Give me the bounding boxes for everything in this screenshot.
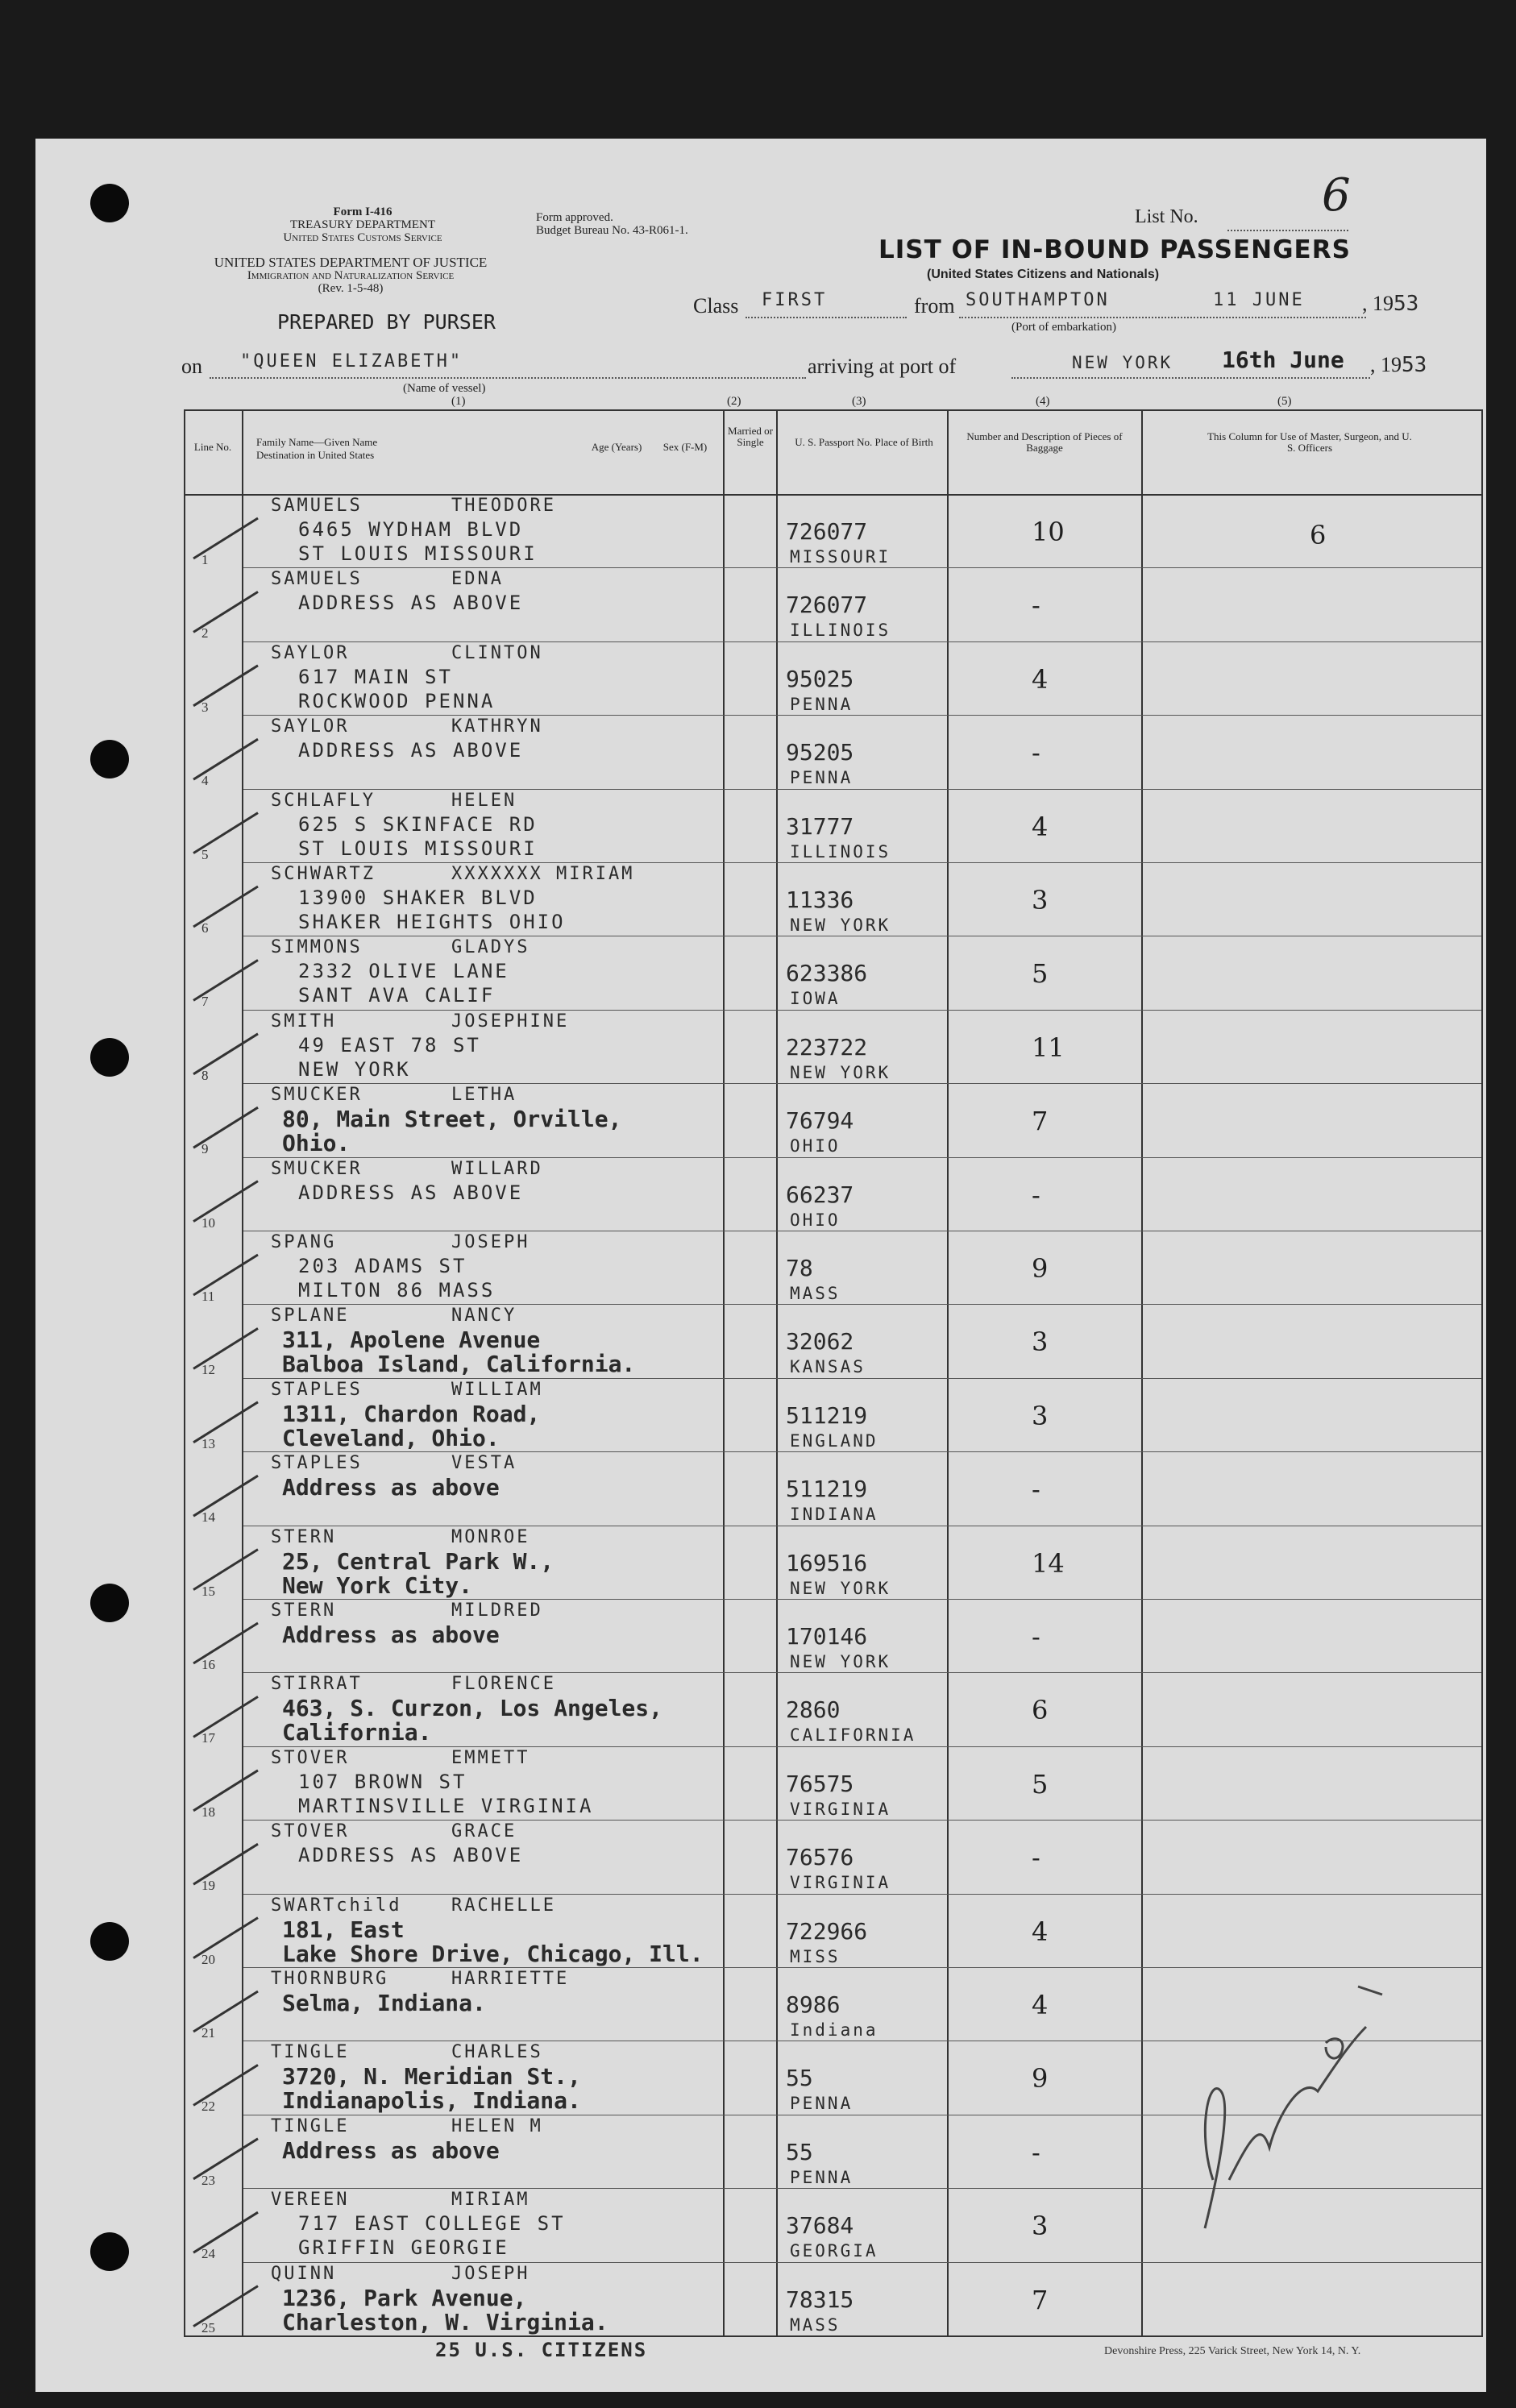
passport-number: 726077 [786, 592, 868, 619]
list-no-value: 6 [1322, 169, 1351, 222]
row-divider [243, 789, 1481, 790]
line-number: 2 [201, 625, 209, 641]
baggage-count: 5 [1032, 958, 1049, 990]
baggage-count: 7 [1032, 2284, 1049, 2315]
row-divider [243, 1010, 1481, 1011]
passport-number: 55 [786, 2138, 813, 2165]
place-of-birth: KANSAS [790, 1357, 866, 1377]
family-name: STERN [271, 1600, 337, 1621]
col-num-4: (4) [1036, 395, 1050, 408]
approval-block [536, 211, 688, 237]
inspector-signature [1165, 1938, 1406, 2244]
row-divider [243, 567, 1481, 568]
header-married: Married or Single [728, 425, 773, 448]
prepared-by: PREPARED BY PURSER [277, 310, 496, 334]
given-name: GLADYS [451, 937, 530, 958]
family-name: SCHLAFLY [271, 790, 376, 811]
row-divider [243, 1157, 1481, 1158]
destination-line-1: 2332 OLIVE LANE [298, 960, 509, 983]
destination-line-1: 617 MAIN ST [298, 665, 453, 688]
line-number: 1 [201, 552, 209, 567]
destination-line-1: 203 ADAMS ST [298, 1255, 467, 1277]
line-number: 13 [201, 1435, 215, 1451]
passport-number: 55 [786, 2065, 813, 2092]
baggage-count: - [1032, 2136, 1040, 2168]
baggage-count: - [1032, 590, 1040, 621]
immigration-service: Immigration and Naturalization Service [247, 269, 455, 282]
passport-number: 76794 [786, 1107, 854, 1135]
line-number: 10 [201, 1214, 215, 1231]
line-number: 11 [201, 1289, 215, 1304]
punch-hole [90, 1584, 129, 1622]
passport-number: 223722 [786, 1033, 868, 1061]
given-name: XXXXXXX MIRIAM [451, 864, 635, 884]
year-from-value: 53 [1393, 292, 1419, 316]
baggage-count: 3 [1032, 885, 1049, 915]
place-of-birth: NEW YORK [790, 1062, 891, 1082]
baggage-count: - [1032, 1842, 1040, 1874]
col-num-5: (5) [1277, 395, 1292, 408]
passport-number: 78315 [786, 2286, 854, 2313]
destination-line-2: ROCKWOOD PENNA [298, 689, 496, 712]
row-divider [243, 1599, 1481, 1600]
list-no-label: List No. [1135, 206, 1198, 227]
officer-mark: 6 [1310, 520, 1327, 550]
passport-number: 511219 [786, 1401, 868, 1429]
place-of-birth: IOWA [790, 989, 841, 1009]
line-number: 14 [201, 1509, 215, 1526]
baggage-count: 9 [1032, 2063, 1049, 2095]
family-name: STERN [271, 1526, 337, 1547]
destination-line-1: Address as above [282, 1621, 500, 1648]
given-name: THEODORE [451, 496, 556, 516]
baggage-count: 4 [1032, 1990, 1049, 2020]
line-number: 8 [201, 1067, 209, 1083]
given-name: JOSEPH [451, 1232, 530, 1252]
place-of-birth: PENNA [790, 2094, 854, 2114]
family-name: STOVER [271, 1821, 350, 1842]
col-num-2: (2) [727, 395, 741, 408]
place-of-birth: MISS [790, 1946, 841, 1966]
family-name: SAMUELS [271, 496, 363, 516]
baggage-count: 3 [1032, 1326, 1049, 1358]
line-number: 24 [201, 2246, 215, 2262]
col-num-3: (3) [852, 395, 866, 408]
given-name: FLORENCE [451, 1674, 556, 1695]
given-name: MILDRED [451, 1600, 543, 1621]
given-name: EDNA [451, 569, 504, 590]
baggage-count: 5 [1032, 1768, 1049, 1800]
class-label: Class [693, 294, 739, 318]
destination-line-2: SANT AVA CALIF [298, 984, 496, 1007]
passport-number: 32062 [786, 1328, 854, 1356]
family-name: TINGLE [271, 2115, 350, 2136]
line-number: 12 [201, 1362, 215, 1378]
port-of-arrival: NEW YORK [1072, 353, 1173, 372]
place-of-birth: INDIANA [790, 1505, 878, 1525]
row-divider [243, 1378, 1481, 1379]
destination-line-2: GRIFFIN GEORGIE [298, 2236, 509, 2260]
family-name: SAYLOR [271, 642, 350, 663]
place-of-birth: CALIFORNIA [790, 1725, 916, 1746]
given-name: KATHRYN [451, 716, 543, 737]
header-line-no: Line No. [193, 441, 232, 453]
punch-hole [90, 184, 129, 222]
baggage-count: 4 [1032, 811, 1049, 842]
family-name: SMITH [271, 1011, 337, 1032]
passport-number: 37684 [786, 2212, 854, 2240]
row-divider [243, 1083, 1481, 1084]
place-of-birth: MASS [790, 1284, 841, 1303]
destination-line-2: MARTINSVILLE VIRGINIA [298, 1794, 594, 1817]
header-family-name: Family Name—Given Name [256, 436, 378, 448]
passport-number: 623386 [786, 960, 868, 987]
passport-number: 78 [786, 1255, 813, 1281]
destination-line-1: 49 EAST 78 ST [298, 1033, 481, 1057]
destination-line-2: MILTON 86 MASS [298, 1279, 496, 1302]
destination-line-1: 80, Main Street, Orville, [282, 1106, 622, 1133]
destination-line-1: Selma, Indiana. [282, 1990, 486, 2016]
port-embarkation-note: (Port of embarkation) [1011, 321, 1116, 334]
line-number: 15 [201, 1583, 215, 1599]
place-of-birth: MISSOURI [790, 547, 891, 567]
given-name: JOSEPH [451, 2263, 530, 2284]
family-name: SMUCKER [271, 1158, 363, 1179]
year-prefix: , 19 [1362, 292, 1393, 315]
destination-line-2: New York City. [282, 1571, 473, 1599]
col-num-1: (1) [451, 395, 466, 408]
on-label: on [181, 355, 202, 378]
row-divider [243, 1451, 1481, 1452]
row-divider [243, 1304, 1481, 1305]
destination-line-1: 13900 SHAKER BLVD [298, 886, 538, 909]
baggage-count: - [1032, 1474, 1040, 1505]
punch-hole [90, 1038, 129, 1077]
passport-number: 11336 [786, 886, 854, 913]
baggage-count: - [1032, 1621, 1040, 1652]
row-divider [243, 1746, 1481, 1747]
given-name: HELEN M [451, 2115, 543, 2136]
baggage-count: - [1032, 737, 1040, 769]
destination-line-2: Charleston, W. Virginia. [282, 2308, 608, 2335]
given-name: HARRIETTE [451, 1969, 570, 1989]
embarkation-date: 11 JUNE [1213, 290, 1305, 310]
destination-line-1: ADDRESS AS ABOVE [298, 592, 524, 615]
line-number: 7 [201, 994, 209, 1010]
given-name: CHARLES [451, 2042, 543, 2063]
justice-block [173, 256, 528, 295]
line-number: 18 [201, 1804, 215, 1820]
destination-line-1: 463, S. Curzon, Los Angeles, [282, 1695, 663, 1722]
line-number: 17 [201, 1730, 215, 1746]
given-name: GRACE [451, 1821, 517, 1842]
header-passport: U. S. Passport No. Place of Birth [795, 436, 933, 448]
line-number: 6 [201, 920, 209, 936]
place-of-birth: ILLINOIS [790, 841, 891, 861]
line-number: 19 [201, 1878, 215, 1894]
punch-hole [90, 1922, 129, 1961]
family-name: STAPLES [271, 1379, 363, 1400]
place-of-birth: ENGLAND [790, 1430, 878, 1451]
line-number: 9 [201, 1141, 209, 1157]
baggage-count: 10 [1032, 517, 1065, 547]
place-of-birth: NEW YORK [790, 1578, 891, 1598]
line-number: 3 [201, 699, 209, 715]
year-arrival [1370, 353, 1427, 377]
place-of-birth: MASS [790, 2315, 841, 2335]
destination-line-1: 107 BROWN ST [298, 1770, 467, 1793]
header-officers: This Column for Use of Master, Surgeon, and U. S. Officers [1207, 430, 1412, 454]
passport-number: 170146 [786, 1623, 868, 1650]
family-name: SPLANE [271, 1306, 350, 1326]
family-name: THORNBURG [271, 1969, 389, 1989]
destination-line-1: 3720, N. Meridian St., [282, 2063, 581, 2090]
destination-line-1: 311, Apolene Avenue [282, 1326, 541, 1354]
row-divider [243, 1672, 1481, 1673]
form-number-block [242, 206, 484, 244]
family-name: SCHWARTZ [271, 864, 376, 884]
line-number: 23 [201, 2172, 215, 2188]
passport-number: 511219 [786, 1476, 868, 1503]
revision: (Rev. 1-5-48) [318, 282, 384, 295]
destination-line-1: 625 S SKINFACE RD [298, 812, 538, 836]
destination-line-1: 1236, Park Avenue, [282, 2284, 527, 2311]
given-name: EMMETT [451, 1747, 530, 1768]
line-number: 22 [201, 2099, 215, 2115]
form-approved: Form approved. [536, 211, 613, 224]
destination-line-2: Lake Shore Drive, Chicago, Ill. [282, 1940, 704, 1967]
line-number: 25 [201, 2319, 215, 2335]
passport-number: 169516 [786, 1549, 868, 1576]
destination-line-1: ADDRESS AS ABOVE [298, 1844, 524, 1867]
from-label: from [914, 294, 955, 318]
destination-line-2: Indianapolis, Indiana. [282, 2087, 581, 2115]
given-name: VESTA [451, 1453, 517, 1474]
row-divider [243, 1820, 1481, 1821]
place-of-birth: OHIO [790, 1136, 841, 1156]
row-divider [243, 2262, 1481, 2263]
citizens-total: 25 U.S. CITIZENS [435, 2339, 648, 2361]
family-name: STIRRAT [271, 1674, 363, 1695]
passport-number: 76576 [786, 1844, 854, 1871]
line-number: 5 [201, 846, 209, 862]
baggage-count: - [1032, 1179, 1040, 1210]
row-divider [243, 1894, 1481, 1895]
baggage-count: 4 [1032, 663, 1049, 695]
destination-line-1: 1311, Chardon Road, [282, 1400, 541, 1427]
destination-line-2: ST LOUIS MISSOURI [298, 837, 538, 860]
passport-number: 2860 [786, 1696, 841, 1724]
row-divider [243, 641, 1481, 642]
family-name: SIMMONS [271, 937, 363, 958]
family-name: VEREEN [271, 2190, 350, 2211]
line-number: 16 [201, 1657, 215, 1672]
year-prefix: , 19 [1370, 353, 1402, 376]
line-number: 20 [201, 1951, 215, 1967]
destination-line-2: Cleveland, Ohio. [282, 1424, 500, 1451]
destination-line-1: ADDRESS AS ABOVE [298, 739, 524, 762]
arrival-date: 16th June [1222, 347, 1344, 373]
given-name: WILLARD [451, 1158, 543, 1179]
given-name: HELEN [451, 790, 517, 811]
treasury-department: TREASURY DEPARTMENT [289, 218, 436, 231]
destination-line-1: 25, Central Park W., [282, 1547, 554, 1575]
destination-line-2: California. [282, 1719, 432, 1746]
place-of-birth: OHIO [790, 1210, 841, 1230]
year-from [1362, 292, 1418, 316]
header-age: Age (Years) [591, 441, 642, 453]
header-baggage: Number and Description of Pieces of Baggage [966, 430, 1123, 454]
port-of-embarkation: SOUTHAMPTON [966, 290, 1110, 310]
family-name: SAYLOR [271, 716, 350, 737]
passport-number: 726077 [786, 518, 868, 545]
baggage-count: 14 [1032, 1547, 1065, 1579]
given-name: NANCY [451, 1306, 517, 1326]
place-of-birth: GEORGIA [790, 2241, 878, 2261]
given-name: JOSEPHINE [451, 1011, 570, 1032]
destination-line-2: Ohio. [282, 1130, 351, 1157]
destination-line-2: ST LOUIS MISSOURI [298, 542, 538, 565]
destination-line-1: Address as above [282, 1474, 500, 1501]
family-name: QUINN [271, 2263, 337, 2284]
place-of-birth: Indiana [790, 2020, 878, 2040]
passport-number: 722966 [786, 1917, 868, 1945]
given-name: WILLIAM [451, 1379, 543, 1400]
customs-service: United States Customs Service [283, 231, 442, 244]
row-divider [243, 862, 1481, 863]
destination-line-1: 181, East [282, 1916, 405, 1943]
baggage-count: 9 [1032, 1253, 1049, 1284]
destination-line-1: 717 EAST COLLEGE ST [298, 2212, 566, 2236]
place-of-birth: PENNA [790, 694, 854, 714]
family-name: SWARTchild [271, 1895, 402, 1916]
given-name: RACHELLE [451, 1895, 556, 1916]
destination-line-2: SHAKER HEIGHTS OHIO [298, 911, 566, 933]
arriving-label: arriving at port of [808, 355, 957, 378]
baggage-count: 7 [1032, 1106, 1049, 1137]
given-name: MIRIAM [451, 2190, 530, 2211]
family-name: SAMUELS [271, 569, 363, 590]
family-name: STOVER [271, 1747, 350, 1768]
passport-number: 95025 [786, 665, 854, 692]
justice-department: UNITED STATES DEPARTMENT OF JUSTICE [214, 255, 488, 270]
given-name: MONROE [451, 1526, 530, 1547]
passport-number: 76575 [786, 1770, 854, 1797]
place-of-birth: NEW YORK [790, 915, 891, 935]
place-of-birth: VIRGINIA [790, 1799, 891, 1819]
baggage-count: 3 [1032, 2211, 1049, 2242]
header-destination: Destination in United States [256, 449, 375, 461]
given-name: CLINTON [451, 642, 543, 663]
passport-number: 95205 [786, 739, 854, 766]
passport-number: 31777 [786, 812, 854, 840]
form-subtitle: (United States Citizens and Nationals) [927, 268, 1160, 281]
printer-imprint: Devonshire Press, 225 Varick Street, New York 14, N. Y. [1104, 2345, 1361, 2357]
family-name: STAPLES [271, 1453, 363, 1474]
baggage-count: 11 [1032, 1032, 1065, 1063]
row-divider [243, 715, 1481, 716]
baggage-count: 4 [1032, 1916, 1049, 1947]
place-of-birth: NEW YORK [790, 1652, 891, 1671]
punch-hole [90, 2232, 129, 2271]
place-of-birth: VIRGINIA [790, 1873, 891, 1893]
baggage-count: 3 [1032, 1400, 1049, 1431]
destination-line-1: Address as above [282, 2136, 500, 2164]
given-name: LETHA [451, 1085, 517, 1106]
destination-line-1: 6465 WYDHAM BLVD [298, 518, 524, 541]
passport-number: 8986 [786, 1991, 841, 2018]
baggage-count: 6 [1032, 1695, 1049, 1726]
passport-number: 66237 [786, 1181, 854, 1208]
form-title: LIST OF IN-BOUND PASSENGERS [878, 235, 1351, 264]
family-name: SMUCKER [271, 1085, 363, 1106]
class-value: FIRST [762, 290, 828, 310]
punch-hole [90, 740, 129, 778]
vessel-note: (Name of vessel) [403, 382, 486, 395]
budget-bureau: Budget Bureau No. 43-R061-1. [536, 224, 688, 237]
line-number: 21 [201, 2025, 215, 2041]
destination-line-2: Balboa Island, California. [282, 1351, 636, 1378]
place-of-birth: ILLINOIS [790, 621, 891, 641]
destination-line-1: ADDRESS AS ABOVE [298, 1181, 524, 1204]
year-arrival-value: 53 [1402, 353, 1427, 377]
form-number: Form I-416 [333, 206, 392, 218]
place-of-birth: PENNA [790, 768, 854, 788]
vessel-name: "QUEEN ELIZABETH" [240, 351, 463, 372]
line-number: 4 [201, 773, 209, 789]
family-name: TINGLE [271, 2042, 350, 2063]
header-sex: Sex (F-M) [662, 441, 708, 453]
family-name: SPANG [271, 1232, 337, 1252]
place-of-birth: PENNA [790, 2167, 854, 2187]
destination-line-2: NEW YORK [298, 1057, 411, 1081]
